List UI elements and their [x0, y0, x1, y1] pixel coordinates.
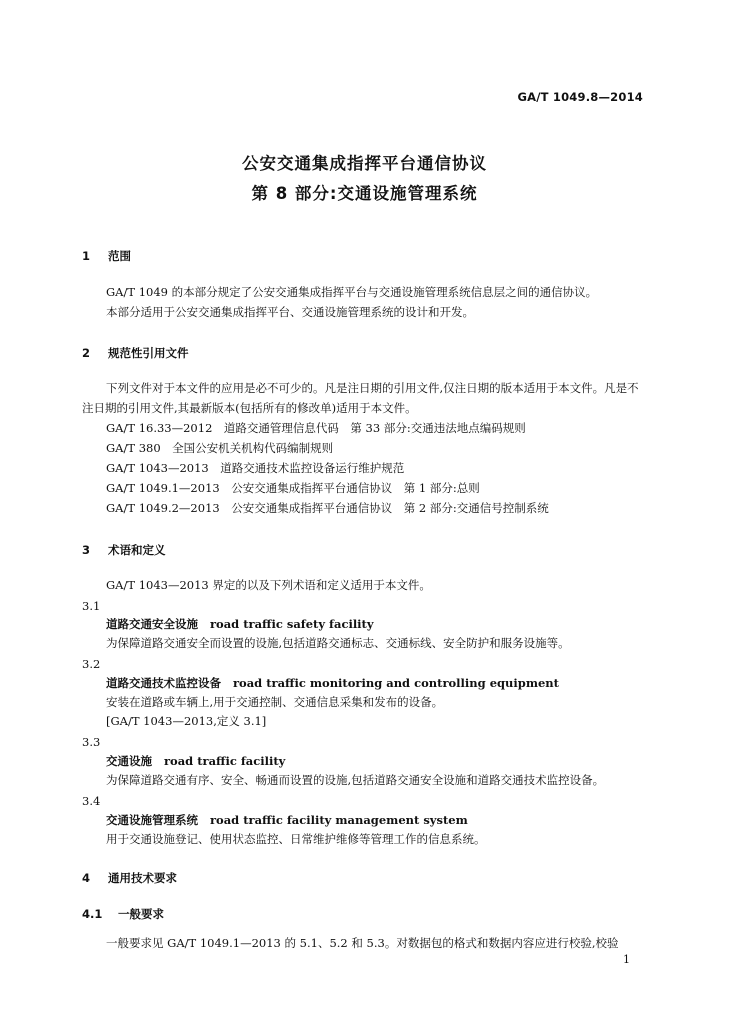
section-2-heading: [82, 345, 189, 361]
section-number: 4: [82, 871, 91, 885]
term-english: road traffic monitoring and controlling equipment: [233, 676, 559, 690]
term-source-note: [GA/T 1043—2013,定义 3.1]: [106, 714, 267, 728]
section-4-heading: [82, 870, 177, 886]
term-english: road traffic safety facility: [210, 617, 374, 631]
section-title: 规范性引用文件: [108, 346, 189, 360]
document-subtitle: 第 8 部分:交通设施管理系统: [251, 184, 478, 203]
page-number: 1: [623, 953, 630, 966]
clause-number: 3.1: [82, 599, 101, 613]
section-number: 1: [82, 249, 91, 263]
section-title: 通用技术要求: [108, 871, 178, 885]
term-entry: [106, 753, 285, 769]
clause-number: 3.4: [82, 794, 101, 808]
term-chinese: 交通设施管理系统: [106, 813, 198, 827]
standard-code: GA/T 1049.8—2014: [517, 90, 643, 104]
section-title: 一般要求: [118, 907, 165, 921]
reference-item: GA/T 16.33—2012 道路交通管理信息代码 第 33 部分:交通违法地点编码规则: [106, 421, 526, 435]
reference-item: GA/T 1043—2013 道路交通技术监控设备运行维护规范: [106, 461, 405, 475]
paragraph: GA/T 1049 的本部分规定了公安交通集成指挥平台与交通设施管理系统信息层之间的通信协议。: [106, 285, 598, 299]
paragraph: GA/T 1043—2013 界定的以及下列术语和定义适用于本文件。: [106, 578, 431, 592]
section-number: 4.1: [82, 907, 103, 921]
term-definition: 为保障道路交通安全而设置的设施,包括道路交通标志、交通标线、安全防护和服务设施等。: [106, 636, 570, 650]
clause-number: 3.3: [82, 735, 101, 749]
section-3-heading: [82, 542, 166, 558]
clause-number: 3.2: [82, 657, 101, 671]
section-title: 术语和定义: [108, 543, 166, 557]
term-chinese: 道路交通技术监控设备: [106, 676, 221, 690]
section-1-heading: [82, 248, 131, 264]
reference-item: GA/T 1049.2—2013 公安交通集成指挥平台通信协议 第 2 部分:交通信号控制系统: [106, 501, 549, 515]
paragraph: 本部分适用于公安交通集成指挥平台、交通设施管理系统的设计和开发。: [106, 305, 474, 319]
paragraph: 下列文件对于本文件的应用是必不可少的。凡是注日期的引用文件,仅注日期的版本适用于本文件。凡是不注日期的引用文件,其最新版本(包括所有的修改单)适用于本文件。: [82, 381, 639, 415]
term-english: road traffic facility: [164, 754, 286, 768]
paragraph: 一般要求见 GA/T 1049.1—2013 的 5.1、5.2 和 5.3。对数据包的格式和数据内容应进行校验,校验: [106, 936, 619, 950]
section-title: 范围: [108, 249, 132, 263]
subsection-4-1-heading: [82, 906, 164, 922]
document-title: 公安交通集成指挥平台通信协议: [242, 154, 487, 173]
term-english: road traffic facility management system: [210, 813, 468, 827]
term-definition: 为保障道路交通有序、安全、畅通而设置的设施,包括道路交通安全设施和道路交通技术监控设备。: [106, 773, 605, 787]
section-number: 2: [82, 346, 91, 360]
term-definition: 安装在道路或车辆上,用于交通控制、交通信息采集和发布的设备。: [106, 695, 444, 709]
term-entry: [106, 616, 374, 632]
term-entry: [106, 675, 559, 691]
section-number: 3: [82, 543, 91, 557]
reference-item: GA/T 380 全国公安机关机构代码编制规则: [106, 441, 334, 455]
term-definition: 用于交通设施登记、使用状态监控、日常维护维修等管理工作的信息系统。: [106, 832, 486, 846]
term-chinese: 道路交通安全设施: [106, 617, 198, 631]
term-chinese: 交通设施: [106, 754, 152, 768]
term-entry: [106, 812, 468, 828]
reference-item: GA/T 1049.1—2013 公安交通集成指挥平台通信协议 第 1 部分:总则: [106, 481, 480, 495]
